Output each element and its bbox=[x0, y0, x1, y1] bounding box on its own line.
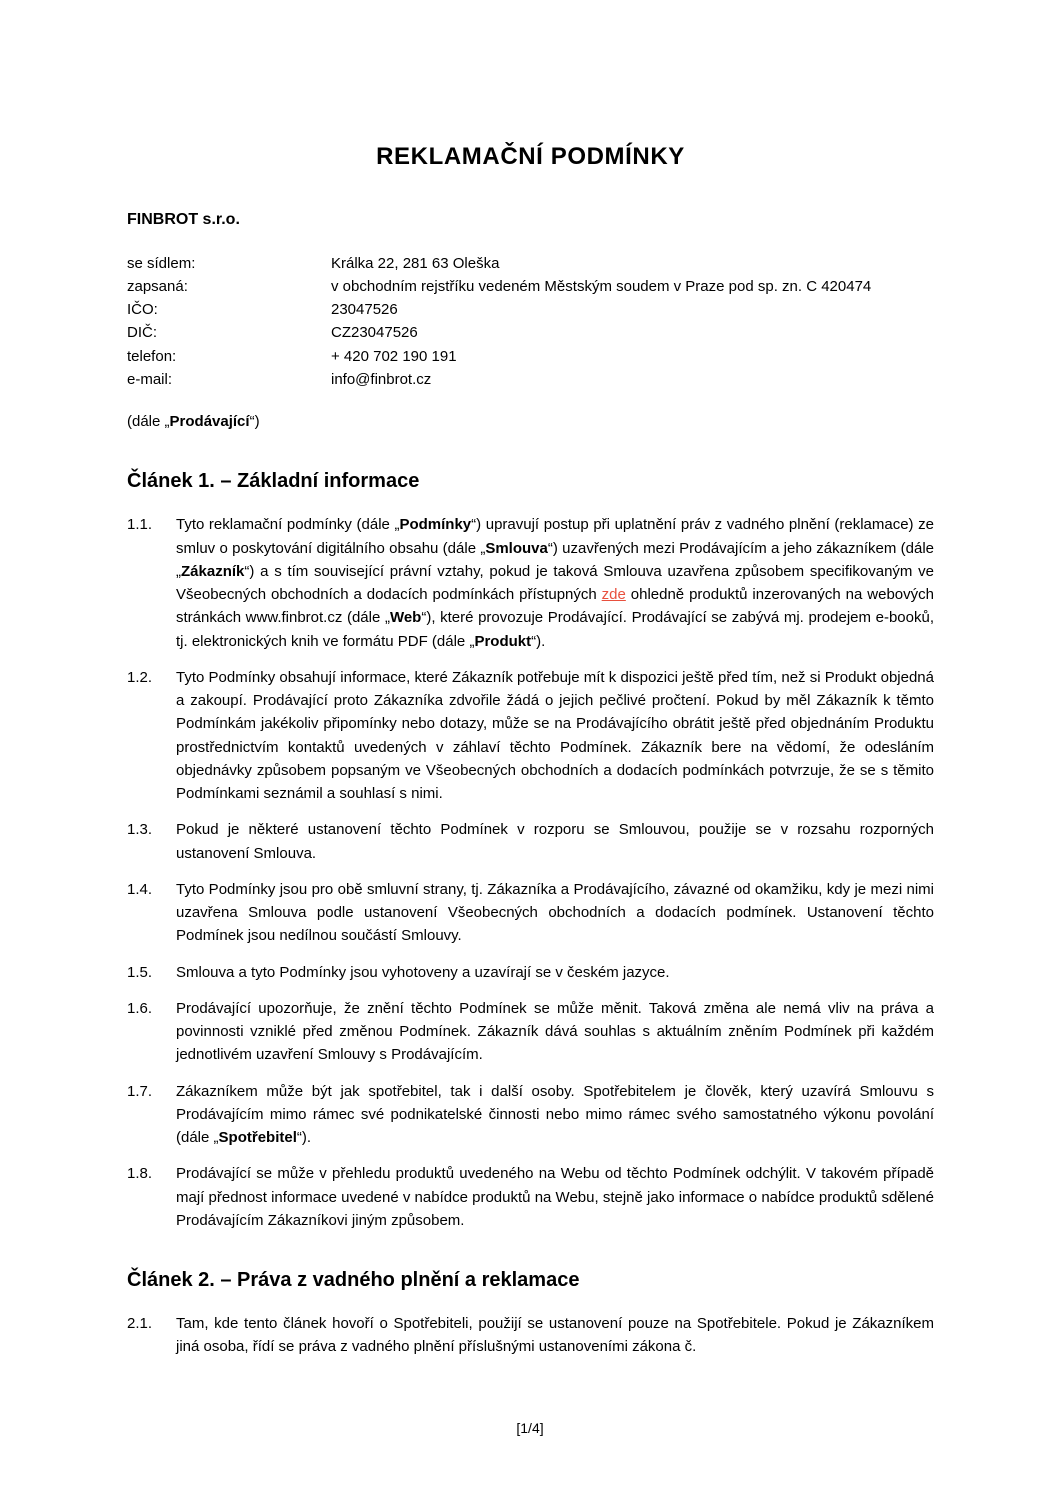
numbered-paragraph bbox=[127, 961, 934, 984]
section-heading: Článek 2. – Práva z vadného plnění a reklamace bbox=[127, 1269, 580, 1292]
text-run: “) bbox=[249, 413, 260, 431]
info-label: telefon: bbox=[127, 347, 177, 365]
paragraph-text bbox=[176, 997, 934, 1067]
text-run: “) uzavřených mezi Prodávajícím a jeho zákazníkem (dále „ bbox=[176, 539, 934, 580]
numbered-paragraph bbox=[127, 997, 934, 1067]
info-value: + 420 702 190 191 bbox=[331, 347, 457, 365]
company-info-table bbox=[127, 252, 934, 392]
page-number: [1/4] bbox=[516, 1420, 544, 1437]
company-info-row bbox=[127, 252, 934, 275]
bold-term: Podmínky bbox=[399, 516, 472, 534]
paragraph-text bbox=[176, 818, 934, 865]
company-info-row bbox=[127, 298, 934, 321]
paragraph-number: 1.3. bbox=[127, 821, 153, 839]
text-run: Prodávající upozorňuje, že znění těchto Podmínek se může měnit. Taková změna ale nemá vliv na práva a povinnosti vzniklé před změnou Podmínek. Zákazník dává souhlas s aktuálním zněním Podmínek při každém jednotlivém uzavření Smlouvy s Prodávajícím. bbox=[176, 999, 934, 1064]
paragraph-number: 1.7. bbox=[127, 1082, 153, 1100]
bold-term: Prodávající bbox=[169, 413, 250, 431]
info-value: info@finbrot.cz bbox=[331, 370, 432, 388]
paragraph-number: 2.1. bbox=[127, 1315, 153, 1333]
numbered-paragraph bbox=[127, 818, 934, 865]
info-label: DIČ: bbox=[127, 324, 157, 342]
info-label: zapsaná: bbox=[127, 277, 188, 295]
company-name: FINBROT s.r.o. bbox=[127, 210, 240, 228]
text-run: ohledně produktů inzerovaných na webových stránkách www.finbrot.cz (dále „ bbox=[176, 586, 934, 627]
numbered-paragraph bbox=[127, 1080, 934, 1150]
bold-term: Smlouva bbox=[485, 539, 548, 557]
text-run: Pokud je některé ustanovení těchto Podmínek v rozporu se Smlouvou, použije se v rozsahu rozporných ustanovení Smlouva. bbox=[176, 821, 934, 862]
text-run: Tyto reklamační podmínky (dále „ bbox=[176, 516, 400, 534]
company-info-row bbox=[127, 321, 934, 344]
bold-term: Zákazník bbox=[181, 562, 245, 580]
text-run: Tyto Podmínky obsahují informace, které Zákazník potřebuje mít k dispozici ještě před tím, než si Produkt objedná a zakoupí. Prodávající proto Zákazníka zdvořile žádá o jejich pečlivé pročtení. Pokud by měl Zákazník k těmto Podmínkám jakékoliv připomínky nebo dotazy, může se na Prodávajícího obrátit ještě před objednáním Produktu prostřednictvím kontaktů uvedených v záhlaví těchto Podmínek. Zákazník bere na vědomí, že odesláním objednávky způsobem popsaným ve Všeobecných obchodních a dodacích podmínkách potvrzuje, že se s těmito Podmínkami seznámil a souhlasí s nimi. bbox=[176, 668, 934, 803]
paragraph-number: 1.6. bbox=[127, 999, 153, 1017]
text-run: Zákazníkem může být jak spotřebitel, tak i další osoby. Spotřebitelem je člověk, který uzavírá Smlouvu s Prodávajícím mimo rámec své podnikatelské činnosti nebo mimo rámec svého samostatného výkonu povolání (dále „ bbox=[176, 1082, 934, 1147]
zde-link[interactable]: zde bbox=[601, 586, 626, 604]
document-sections bbox=[127, 469, 934, 1358]
info-label: e-mail: bbox=[127, 370, 173, 388]
numbered-paragraph bbox=[127, 513, 934, 653]
text-run: “) upravují postup při uplatnění práv z vadného plnění (reklamace) ze smluv o poskytování digitálního obsahu (dále „ bbox=[176, 516, 934, 557]
text-run: Tam, kde tento článek hovoří o Spotřebiteli, použijí se ustanovení pouze na Spotřebitele. Pokud je Zákazníkem jiná osoba, řídí se práva z vadného plnění příslušnými ustanoveními zákona č. bbox=[176, 1315, 934, 1356]
section-heading: Článek 1. – Základní informace bbox=[127, 470, 420, 493]
paragraph-text bbox=[176, 961, 934, 984]
paragraph-text bbox=[176, 513, 934, 653]
seller-alias bbox=[127, 410, 934, 433]
document-title: REKLAMAČNÍ PODMÍNKY bbox=[376, 143, 685, 170]
company-info-row bbox=[127, 368, 934, 391]
text-run: “). bbox=[296, 1129, 312, 1147]
text-run: (dále „ bbox=[127, 413, 170, 431]
info-value: Králka 22, 281 63 Oleška bbox=[331, 254, 500, 272]
text-run: Tyto Podmínky jsou pro obě smluvní strany, tj. Zákazníka a Prodávajícího, závazné od okamžiku, kdy je mezi nimi uzavřena Smlouva podle ustanovení Všeobecných obchodních a dodacích podmínek. Ustanovení těchto Podmínek jsou nedílnou součástí Smlouvy. bbox=[176, 880, 934, 945]
text-run: Prodávající se může v přehledu produktů uvedeného na Webu od těchto Podmínek odchýlit. V takovém případě mají přednost informace uvedené v nabídce produktů na Webu, stejně jako informace o nabídce produktů sdělené Prodávajícím Zákazníkovi jiným způsobem. bbox=[176, 1165, 934, 1229]
text-run: “) a s tím související právní vztahy, pokud je taková Smlouva uzavřena způsobem specifikovaným ve Všeobecných obchodních a dodacích podmínkách přístupných bbox=[176, 562, 934, 604]
paragraph-number: 1.2. bbox=[127, 668, 153, 686]
paragraph-text bbox=[176, 878, 934, 948]
paragraph-number: 1.1. bbox=[127, 516, 153, 534]
document-section bbox=[127, 1268, 934, 1359]
bold-term: Produkt bbox=[474, 632, 532, 650]
company-info-row bbox=[127, 275, 934, 298]
text-run: Smlouva a tyto Podmínky jsou vyhotoveny a uzavírají se v českém jazyce. bbox=[176, 963, 670, 981]
bold-term: Web bbox=[389, 609, 422, 627]
document-section bbox=[127, 469, 934, 1232]
info-label: IČO: bbox=[127, 301, 158, 319]
text-run: “). bbox=[531, 632, 546, 650]
paragraph-text bbox=[176, 1080, 934, 1150]
numbered-paragraph bbox=[127, 878, 934, 948]
info-label: se sídlem: bbox=[127, 254, 196, 272]
paragraph-text bbox=[176, 666, 934, 806]
info-value: 23047526 bbox=[331, 301, 398, 319]
info-value: CZ23047526 bbox=[331, 324, 418, 342]
bold-term: Spotřebitel bbox=[218, 1129, 297, 1147]
paragraph-text bbox=[176, 1312, 934, 1359]
paragraph-number: 1.8. bbox=[127, 1165, 153, 1183]
paragraph-text bbox=[176, 1162, 934, 1232]
section-paragraphs bbox=[127, 513, 934, 1232]
section-paragraphs bbox=[127, 1312, 934, 1359]
numbered-paragraph bbox=[127, 666, 934, 806]
paragraph-number: 1.4. bbox=[127, 880, 153, 898]
info-value: v obchodním rejstříku vedeném Městským soudem v Praze pod sp. zn. C 420474 bbox=[331, 277, 872, 295]
text-run: “), které provozuje Prodávající. Prodávající se zabývá mj. prodejem e-booků, tj. elektronických knih ve formátu PDF (dále „ bbox=[176, 609, 934, 650]
numbered-paragraph bbox=[127, 1162, 934, 1232]
company-info-row bbox=[127, 345, 934, 368]
paragraph-number: 1.5. bbox=[127, 963, 153, 981]
numbered-paragraph bbox=[127, 1312, 934, 1359]
